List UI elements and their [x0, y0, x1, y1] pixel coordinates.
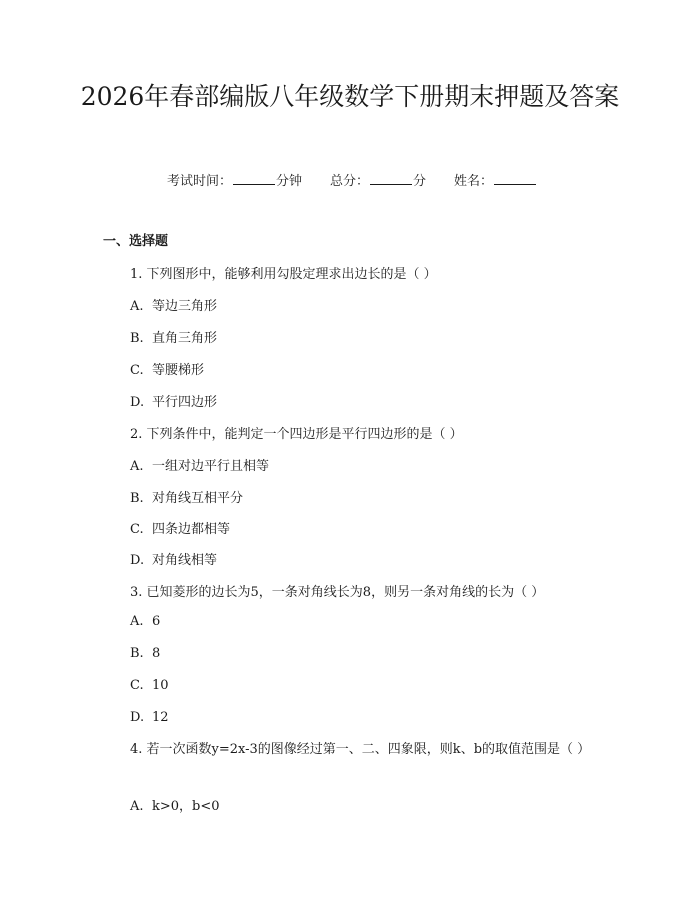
option-letter: C.	[130, 363, 144, 378]
question-2-option-b	[130, 487, 243, 506]
option-letter: D.	[130, 710, 145, 725]
question-1-option-b	[130, 327, 217, 346]
question-2-option-d	[130, 549, 217, 568]
option-text: 等边三角形	[152, 299, 218, 314]
option-letter: A.	[130, 614, 144, 629]
option-letter: B.	[130, 331, 144, 346]
total-score-field	[330, 170, 426, 189]
option-text: 对角线互相平分	[152, 491, 244, 506]
question-3-stem: 3. 已知菱形的边长为5，一条对角线长为8，则另一条对角线的长为（ ）	[130, 585, 545, 600]
question-3-option-b	[130, 646, 160, 661]
question-2-option-c	[130, 518, 230, 537]
question-1-stem: 1. 下列图形中，能够利用勾股定理求出边长的是（ ）	[130, 267, 437, 282]
option-text: 直角三角形	[152, 331, 218, 346]
option-text: 四条边都相等	[152, 522, 231, 537]
option-text: 一组对边平行且相等	[152, 459, 270, 474]
score-unit: 分	[413, 174, 427, 189]
option-text: 8	[152, 646, 161, 661]
question-3-option-d	[130, 710, 169, 725]
time-label: 考试时间：	[167, 174, 233, 189]
time-blank[interactable]	[233, 172, 275, 185]
question-1-option-c	[130, 359, 204, 378]
option-letter: D.	[130, 395, 145, 410]
score-blank[interactable]	[370, 172, 412, 185]
option-letter: C.	[130, 678, 144, 693]
option-text: 平行四边形	[152, 395, 218, 410]
option-text: 6	[152, 614, 161, 629]
option-letter: D.	[130, 553, 145, 568]
question-3-option-c	[130, 678, 169, 693]
student-name-field	[454, 170, 537, 189]
time-unit: 分钟	[276, 174, 303, 189]
option-text: 10	[152, 678, 169, 693]
option-text: 12	[152, 710, 169, 725]
option-letter: B.	[130, 491, 144, 506]
name-label: 姓名：	[454, 174, 494, 189]
score-label: 总分：	[330, 174, 370, 189]
name-blank[interactable]	[494, 172, 536, 185]
option-letter: A.	[130, 459, 144, 474]
option-text: k>0，b<0	[152, 799, 220, 814]
question-1-option-a	[130, 295, 217, 314]
question-2-option-a	[130, 455, 269, 474]
option-letter: B.	[130, 646, 144, 661]
option-letter: A.	[130, 799, 144, 814]
option-text: 对角线相等	[152, 553, 218, 568]
question-4-stem: 4. 若一次函数y=2x-3的图像经过第一、二、四象限，则k、b的取值范围是（ ）	[130, 742, 591, 757]
question-4-option-a	[130, 795, 220, 814]
exam-time-field	[167, 170, 302, 189]
document-title: 2026年春部编版八年级数学下册期末押题及答案	[80, 82, 620, 111]
option-text: 等腰梯形	[152, 363, 205, 378]
option-letter: C.	[130, 522, 144, 537]
option-letter: A.	[130, 299, 144, 314]
section-heading: 一、选择题	[103, 234, 169, 249]
question-3-option-a	[130, 614, 160, 629]
question-1-option-d	[130, 391, 217, 410]
question-2-stem: 2. 下列条件中，能判定一个四边形是平行四边形的是（ ）	[130, 427, 463, 442]
